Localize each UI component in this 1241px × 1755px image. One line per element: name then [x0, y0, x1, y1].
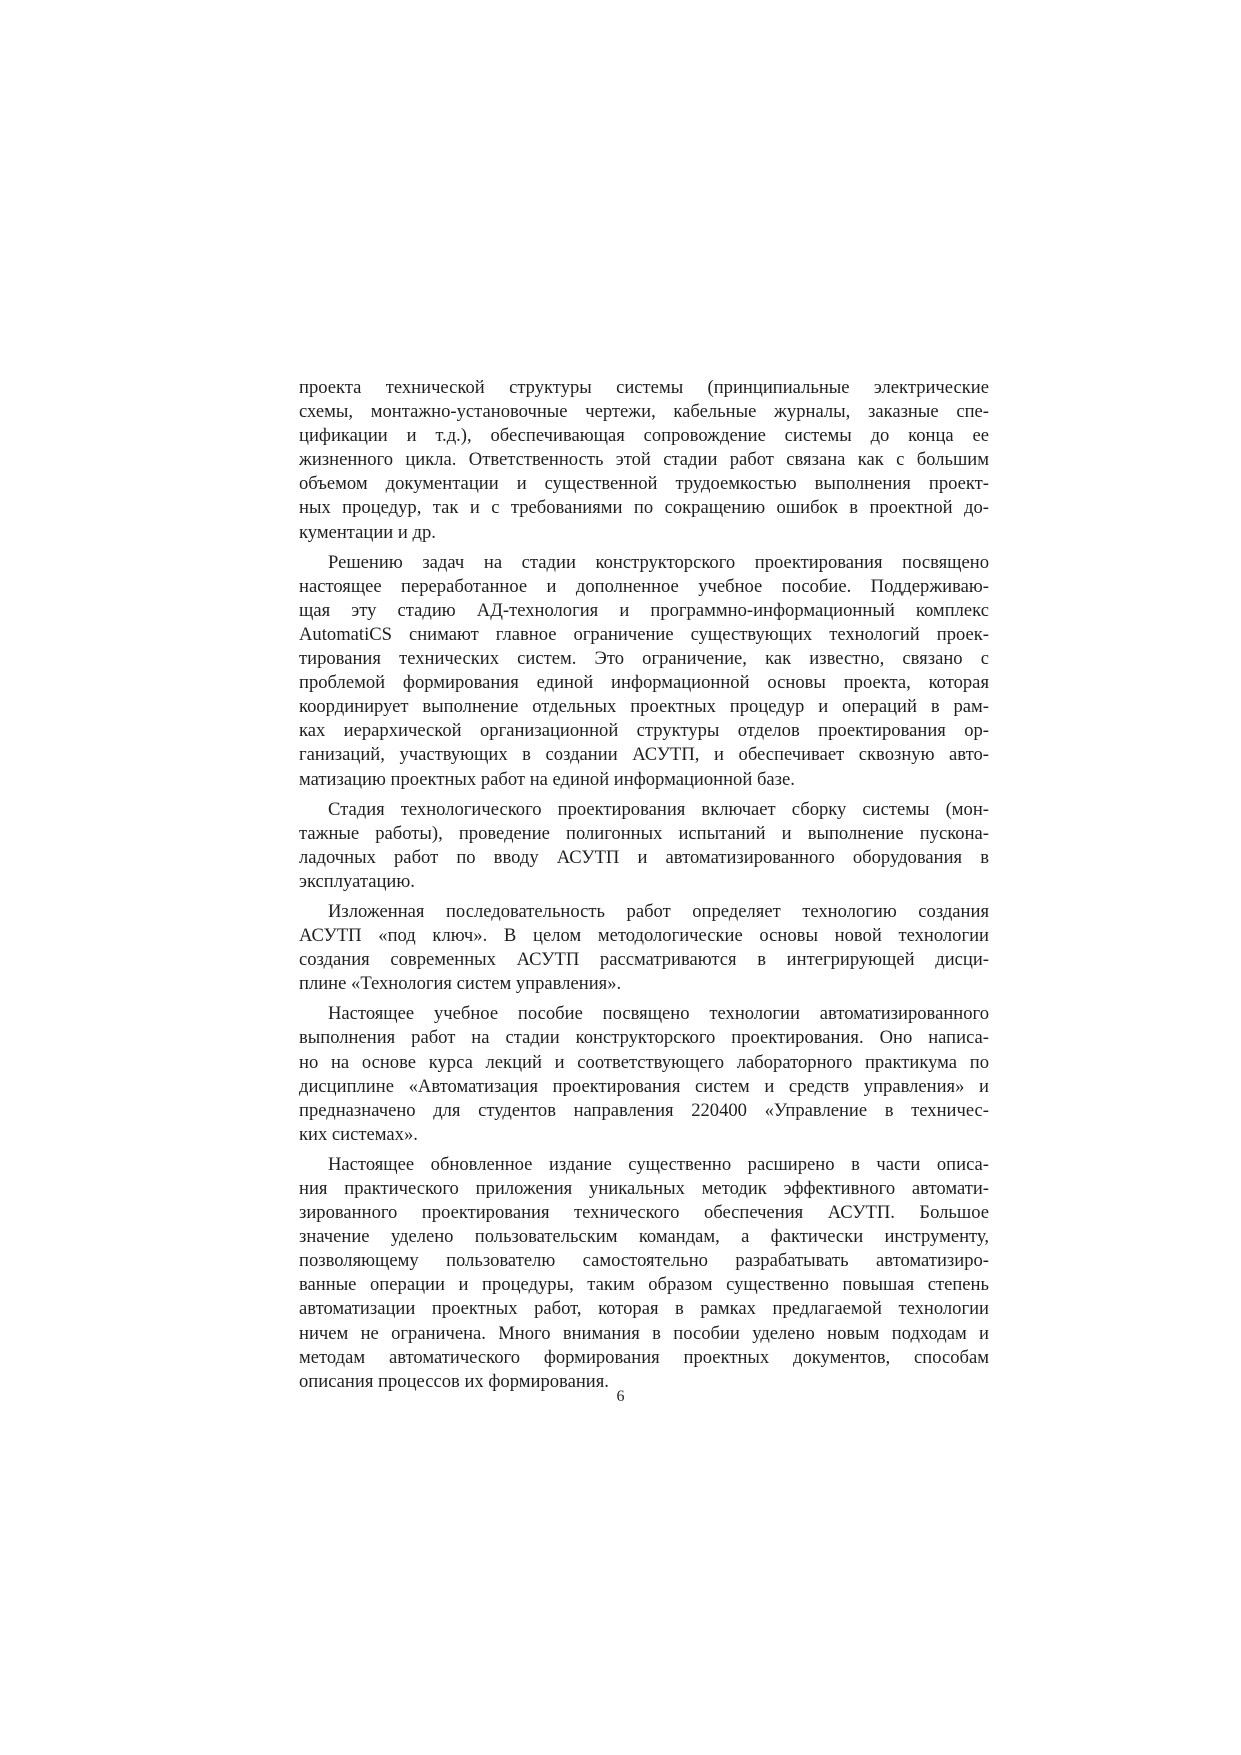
- text-line: Настоящее учебное пособие посвящено технологии автоматизированного: [328, 1003, 989, 1025]
- text-line: настоящее переработанное и дополненное учебное пособие. Поддерживаю-: [299, 575, 989, 597]
- text-line: ладочных работ по вводу АСУТП и автоматизированного оборудования в: [299, 846, 989, 868]
- text-line: проблемой формирования единой информационной основы проекта, которая: [299, 672, 989, 694]
- text-line: зированного проектирования технического обеспечения АСУТП. Большое: [299, 1202, 989, 1224]
- text-line: методам автоматического формирования проектных документов, способам: [299, 1346, 989, 1368]
- text-line: матизацию проектных работ на единой информационной базе.: [299, 768, 795, 790]
- text-line: автоматизации проектных работ, которая в рамках предлагаемой технологии: [299, 1298, 989, 1320]
- text-line: но на основе курса лекций и соответствующего лабораторного практикума по: [299, 1051, 989, 1073]
- text-line: ванные операции и процедуры, таким образом существенно повышая степень: [299, 1274, 989, 1296]
- text-line: жизненного цикла. Ответственность этой стадии работ связана как с большим: [299, 449, 989, 471]
- text-line: цификации и т.д.), обеспечивающая сопровождение системы до конца ее: [299, 425, 989, 447]
- text-line: ничем не ограничена. Много внимания в пособии уделено новым подходам и: [299, 1322, 989, 1344]
- paragraph: [299, 798, 989, 894]
- text-line: Решению задач на стадии конструкторского проектирования посвящено: [328, 551, 989, 573]
- text-line: проекта технической структуры системы (принципиальные электрические: [299, 377, 989, 398]
- paragraph: [299, 900, 989, 996]
- text-line: дисциплине «Автоматизация проектирования систем и средств управления» и: [299, 1075, 989, 1097]
- text-line: схемы, монтажно-установочные чертежи, кабельные журналы, заказные спе-: [299, 401, 989, 423]
- text-line: позволяющему пользователю самостоятельно разрабатывать автоматизиро-: [299, 1250, 989, 1272]
- text-line: предназначено для студентов направления 220400 «Управление в техничес-: [299, 1099, 989, 1121]
- page-number: 6: [616, 1388, 625, 1405]
- text-line: тажные работы), проведение полигонных испытаний и выполнение пускона-: [299, 822, 989, 844]
- text-line: ния практического приложения уникальных методик эффективного автомати-: [299, 1178, 989, 1199]
- text-line: эксплуатацию.: [299, 870, 415, 892]
- text-line: AutomatiCS снимают главное ограничение существующих технологий проек-: [299, 623, 989, 645]
- paragraph: [299, 551, 989, 792]
- paragraph: [299, 1153, 989, 1394]
- text-line: плине «Технология систем управления».: [299, 973, 622, 995]
- text-line: Стадия технологического проектирования включает сборку системы (мон-: [328, 798, 989, 820]
- text-line: описания процессов их формирования.: [299, 1370, 609, 1392]
- text-line: выполнения работ на стадии конструкторского проектирования. Оно написа-: [299, 1027, 989, 1049]
- text-line: кументации и др.: [299, 521, 436, 543]
- text-line: значение уделено пользовательским командам, а фактически инструменту,: [299, 1226, 989, 1248]
- text-line: тирования технических систем. Это ограничение, как известно, связано с: [299, 648, 989, 670]
- text-line: создания современных АСУТП рассматриваются в интегрирующей дисци-: [299, 949, 989, 971]
- text-line: объемом документации и существенной трудоемкостью выполнения проект-: [299, 473, 989, 495]
- body-text: [299, 376, 989, 1400]
- text-line: координирует выполнение отдельных проектных процедур и операций в рам-: [299, 696, 989, 718]
- paragraph: [299, 1002, 989, 1147]
- text-line: Изложенная последовательность работ определяет технологию создания: [328, 900, 989, 922]
- text-line: ных процедур, так и с требованиями по сокращению ошибок в проектной до-: [299, 497, 989, 519]
- text-line: ганизаций, участвующих в создании АСУТП, и обеспечивает сквозную авто-: [299, 744, 989, 766]
- paragraph: [299, 376, 989, 545]
- text-line: Настоящее обновленное издание существенно расширено в части описа-: [328, 1153, 989, 1175]
- text-line: ках иерархической организационной структуры отделов проектирования ор-: [299, 720, 989, 742]
- text-line: ких системах».: [299, 1123, 418, 1145]
- text-line: АСУТП «под ключ». В целом методологические основы новой технологии: [299, 925, 989, 947]
- text-line: щая эту стадию АД-технология и программно-информационный комплекс: [299, 599, 989, 621]
